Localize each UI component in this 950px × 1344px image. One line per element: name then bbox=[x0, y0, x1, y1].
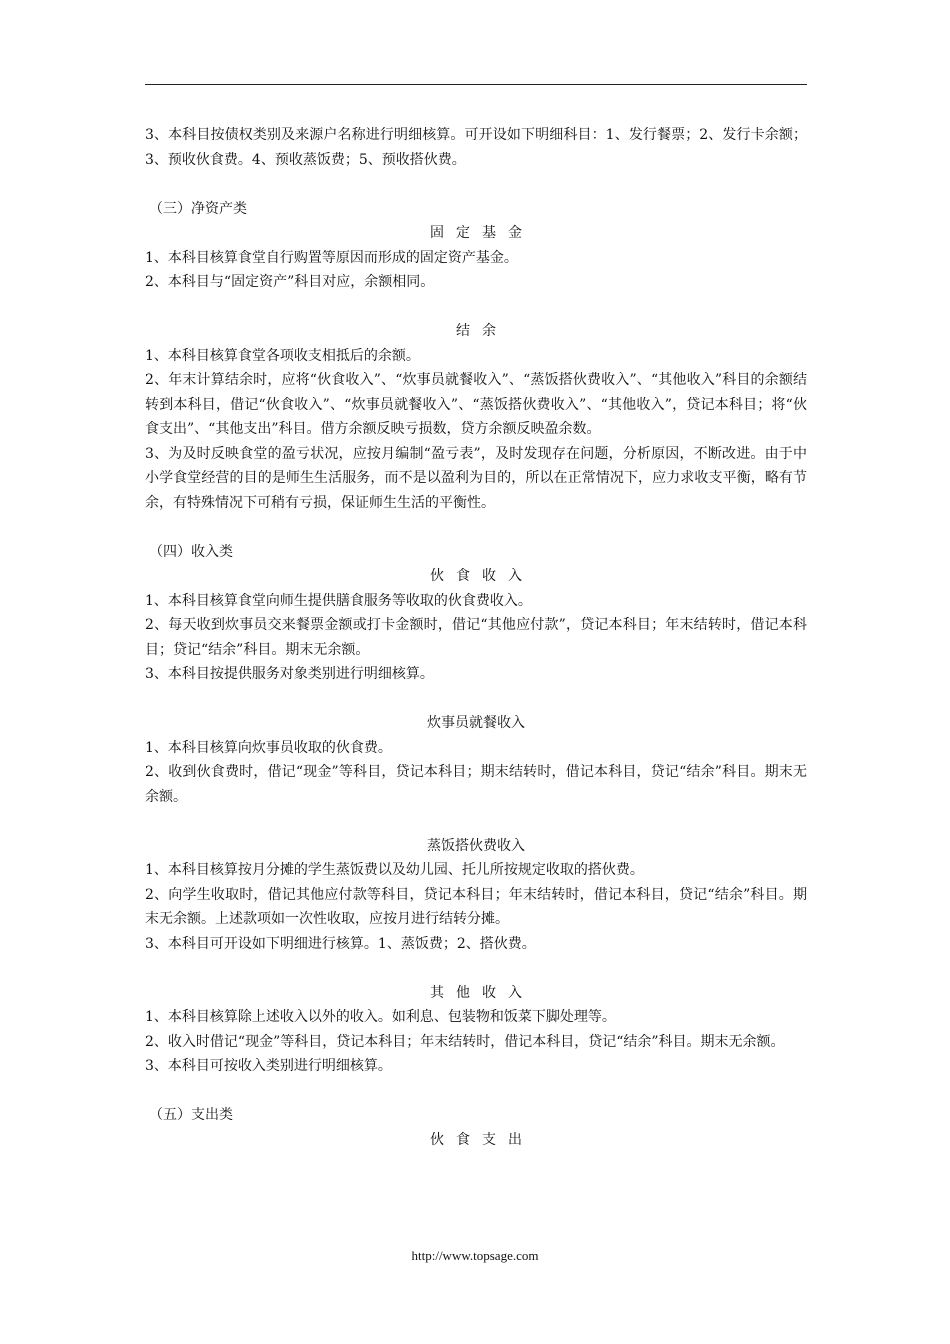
balance-item-2: 2、年末计算结余时，应将“伙食收入”、“炊事员就餐收入”、“蒸饭搭伙费收入”、“其他收入”科目的余额结转到本科目，借记“伙食收入”、“炊事员就餐收入”、“蒸饭搭伙费收入”、“其他收入”，贷记本科目；将“伙食支出”、“其他支出”科目。借方余额反映亏损数，贷方余额反映盈余数。 bbox=[145, 372, 807, 437]
other-income-item-3: 3、本科目可按收入类别进行明细核算。 bbox=[145, 1058, 392, 1074]
category-expense: （五）支出类 bbox=[149, 1107, 233, 1123]
steam-income-item-3: 3、本科目可开设如下明细进行核算。1、蒸饭费；2、搭伙费。 bbox=[145, 935, 536, 952]
header-rule bbox=[145, 84, 807, 85]
food-income-item-1: 1、本科目核算食堂向师生提供膳食服务等收取的伙食费收入。 bbox=[145, 592, 532, 609]
heading-fixed-fund: 固定基金 bbox=[430, 225, 534, 241]
fixed-fund-item-2: 2、本科目与“固定资产”科目对应，余额相同。 bbox=[145, 274, 435, 290]
food-income-item-2: 2、每天收到炊事员交来餐票金额或打卡金额时，借记“其他应付款”，贷记本科目；年末结转时，借记本科目；贷记“结余”科目。期末无余额。 bbox=[145, 617, 807, 658]
heading-steam-income: 蒸饭搭伙费收入 bbox=[427, 837, 525, 854]
heading-other-income: 其他收入 bbox=[430, 984, 534, 1001]
steam-income-item-1: 1、本科目核算按月分摊的学生蒸饭费以及幼儿园、托儿所按规定收取的搭伙费。 bbox=[145, 862, 644, 878]
cook-income-item-1: 1、本科目核算向炊事员收取的伙食费。 bbox=[145, 739, 392, 756]
category-net-assets: （三）净资产类 bbox=[149, 200, 247, 217]
heading-cook-income: 炊事员就餐收入 bbox=[427, 715, 525, 731]
footer-url: http://www.topsage.com bbox=[411, 1248, 539, 1263]
intro-paragraph-3: 3、本科目按债权类别及来源户名称进行明细核算。可开设如下明细科目：1、发行餐票；2、发行卡余额；3、预收伙食费。4、预收蒸饭费；5、预收搭伙费。 bbox=[145, 127, 807, 168]
heading-food-expense: 伙食支出 bbox=[430, 1131, 534, 1148]
cook-income-item-2: 2、收到伙食费时，借记“现金”等科目，贷记本科目；期末结转时，借记本科目，贷记“结余”科目。期末无余额。 bbox=[145, 764, 807, 805]
heading-food-income: 伙食收入 bbox=[430, 568, 534, 584]
other-income-item-1: 1、本科目核算除上述收入以外的收入。如利息、包装物和饭菜下脚处理等。 bbox=[145, 1009, 616, 1025]
category-income: （四）收入类 bbox=[149, 543, 233, 560]
balance-item-3: 3、为及时反映食堂的盈亏状况，应按月编制“盈亏表”，及时发现存在问题，分析原因，不断改进。由于中小学食堂经营的目的是师生生活服务，而不是以盈利为目的，所以在正常情况下，应力求收支平衡，略有节余，有特殊情况下可稍有亏损，保证师生生活的平衡性。 bbox=[145, 445, 807, 511]
document-body bbox=[145, 123, 807, 1152]
food-income-item-3: 3、本科目按提供服务对象类别进行明细核算。 bbox=[145, 666, 434, 682]
balance-item-1: 1、本科目核算食堂各项收支相抵后的余额。 bbox=[145, 347, 420, 364]
heading-balance: 结余 bbox=[456, 323, 508, 339]
steam-income-item-2: 2、向学生收取时，借记其他应付款等科目，贷记本科目；年末结转时，借记本科目，贷记“结余”科目。期末无余额。上述款项如一次性收取，应按月进行结转分摊。 bbox=[145, 886, 807, 927]
other-income-item-2: 2、收入时借记“现金”等科目，贷记本科目；年末结转时，借记本科目，贷记“结余”科目。期末无余额。 bbox=[145, 1033, 785, 1050]
fixed-fund-item-1: 1、本科目核算食堂自行购置等原因而形成的固定资产基金。 bbox=[145, 249, 518, 266]
